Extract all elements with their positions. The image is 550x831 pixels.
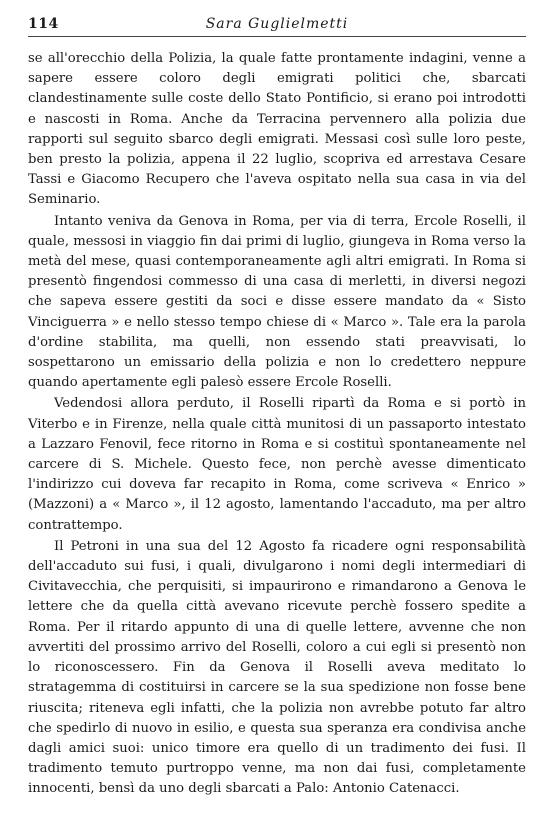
body-text: [28, 49, 526, 800]
paragraph: Vedendosi allora perduto, il Roselli ripartì da Roma e si portò in Viterbo e in Firenze, nella quale città munitosi di un passaporto intestato a Lazzaro Fenovil, fece ritorno in Roma e si costituì spontaneamente nel carcere di S. Michele. Questo fece, non perchè avesse dimenticato l'indirizzo cui doveva far recapito in Roma, come scriveva « Enrico » (Mazzoni) a « Marco », il 12 agosto, lamentando l'accaduto, ma per altro contrattempo.: [28, 396, 526, 533]
paragraph: se all'orecchio della Polizia, la quale fatte prontamente indagini, venne a sapere essere coloro degli emigrati politici che, sbarcati clandestinamente sulle coste dello Stato Pontificio, si erano poi introdotti e nascosti in Roma. Anche da Terracina pervennero alla polizia due rapporti sul seguito sbarco degli emigrati. Messasi così sulle loro peste, ben presto la polizia, appena il 22 luglio, scopriva ed arrestava Cesare Tassi e Giacomo Recupero che l'aveva ospitato nella sua casa in via del Seminario.: [28, 51, 526, 208]
paragraph: Il Petroni in una sua del 12 Agosto fa ricadere ogni responsabilità dell'accaduto sui fusi, i quali, divulgarono i nomi degli intermediari di Civitavecchia, che perquisiti, si impaurirono e rimandarono a Genova le lettere che da quella città avevano ricevute perchè fossero spedite a Roma. Per il ritardo appunto di una di quelle lettere, avvenne che non avvertiti del prossimo arrivo del Roselli, coloro a cui egli si presentò non lo riconoscessero. Fin da Genova il Roselli aveva meditato lo stratagemma di costituirsi in carcere se la sua spedizione non fosse bene riuscita; riteneva egli infatti, che la polizia non avrebbe potuto far altro che spedirlo di nuovo in esilio, e questa sua speranza era condivisa anche dagli amici suoi: unico timore era quello di un tradimento dei fusi. Il tradimento temuto purtroppo venne, ma non dai fusi, completamente innocenti, bensì da uno degli sbarcati a Palo: Antonio Catenacci.: [28, 538, 526, 797]
running-head: Sara Guglielmetti: [205, 16, 349, 32]
page-number: 114: [28, 16, 59, 32]
page-header: [28, 14, 526, 37]
paragraph: Intanto veniva da Genova in Roma, per via di terra, Ercole Roselli, il quale, messosi in viaggio fin dai primi di luglio, giungeva in Roma verso la metà del mese, quasi contemporaneamente agli altri emigrati. In Roma si presentò fingendosi commesso di una casa di merletti, in diversi negozi che sapeva essere gestiti da soci e disse essere mandato da « Sisto Vinciguerra » e nello stesso tempo chiese di « Marco ». Tale era la parola d'ordine stabilita, ma quelli, non essendo stati preavvisati, lo sospettarono un emissario della polizia e non lo credettero neppure quando apertamente egli palesò essere Ercole Roselli.: [28, 213, 526, 391]
